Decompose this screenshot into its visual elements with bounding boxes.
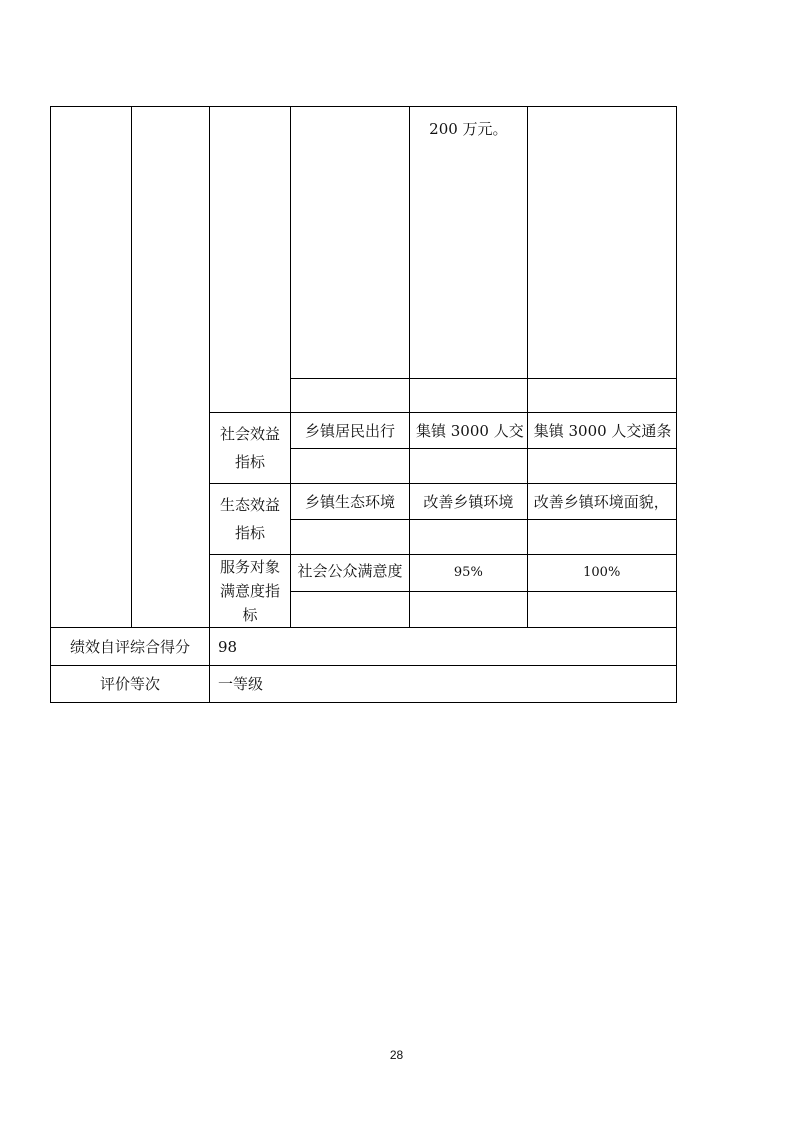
social-actual: 集镇 3000 人交通条	[533, 422, 672, 440]
score-label-cell	[51, 628, 210, 666]
empty-cell	[291, 449, 410, 484]
page-number: 28	[389, 1048, 404, 1062]
grade-value-cell	[210, 666, 677, 703]
ecological-actual-cell	[527, 484, 676, 520]
grade-value: 一等级	[218, 675, 264, 693]
target-value: 200 万元。	[429, 120, 508, 138]
grade-label: 评价等次	[99, 675, 160, 693]
indicator-cell	[291, 107, 410, 379]
empty-cell	[410, 379, 528, 413]
social-indicator-cell	[291, 413, 410, 449]
actual-cell	[527, 107, 676, 379]
ecological-benefit-category	[210, 484, 291, 555]
social-actual-cell	[527, 413, 676, 449]
performance-table	[50, 106, 677, 703]
satisfaction-actual: 100%	[583, 565, 621, 580]
satisfaction-indicator: 社会公众满意度	[297, 562, 403, 580]
empty-cell	[291, 520, 410, 555]
ecological-indicator-cell	[291, 484, 410, 520]
empty-cell	[527, 379, 676, 413]
satisfaction-actual-cell	[527, 555, 676, 592]
ecological-benefit-label: 生态效益指标	[219, 496, 280, 542]
empty-cell	[527, 520, 676, 555]
empty-cell	[410, 520, 528, 555]
empty-cell	[527, 592, 676, 628]
social-indicator: 乡镇居民出行	[304, 422, 395, 440]
score-value: 98	[218, 637, 238, 656]
ecological-target: 改善乡镇环境	[423, 493, 514, 511]
category-level2-cell	[132, 107, 210, 628]
satisfaction-category	[210, 555, 291, 628]
empty-cell	[410, 592, 528, 628]
empty-cell	[291, 379, 410, 413]
ecological-target-cell	[410, 484, 528, 520]
social-benefit-category	[210, 413, 291, 484]
score-value-cell	[210, 628, 677, 666]
satisfaction-target-cell	[410, 555, 528, 592]
category-level1-cell	[51, 107, 132, 628]
score-label: 绩效自评综合得分	[69, 637, 190, 656]
satisfaction-target: 95%	[453, 565, 483, 580]
grade-label-cell	[51, 666, 210, 703]
social-target-cell	[410, 413, 528, 449]
empty-cell	[291, 592, 410, 628]
target-cell	[410, 107, 528, 379]
social-target: 集镇 3000 人交	[416, 422, 524, 440]
empty-cell	[410, 449, 528, 484]
social-benefit-label: 社会效益指标	[219, 425, 280, 471]
empty-cell	[527, 449, 676, 484]
satisfaction-indicator-cell	[291, 555, 410, 592]
ecological-actual: 改善乡镇环境面貌，	[533, 493, 669, 511]
category-level3-cell	[210, 107, 291, 413]
satisfaction-label: 服务对象满意度指标	[219, 558, 280, 624]
ecological-indicator: 乡镇生态环境	[304, 493, 395, 511]
